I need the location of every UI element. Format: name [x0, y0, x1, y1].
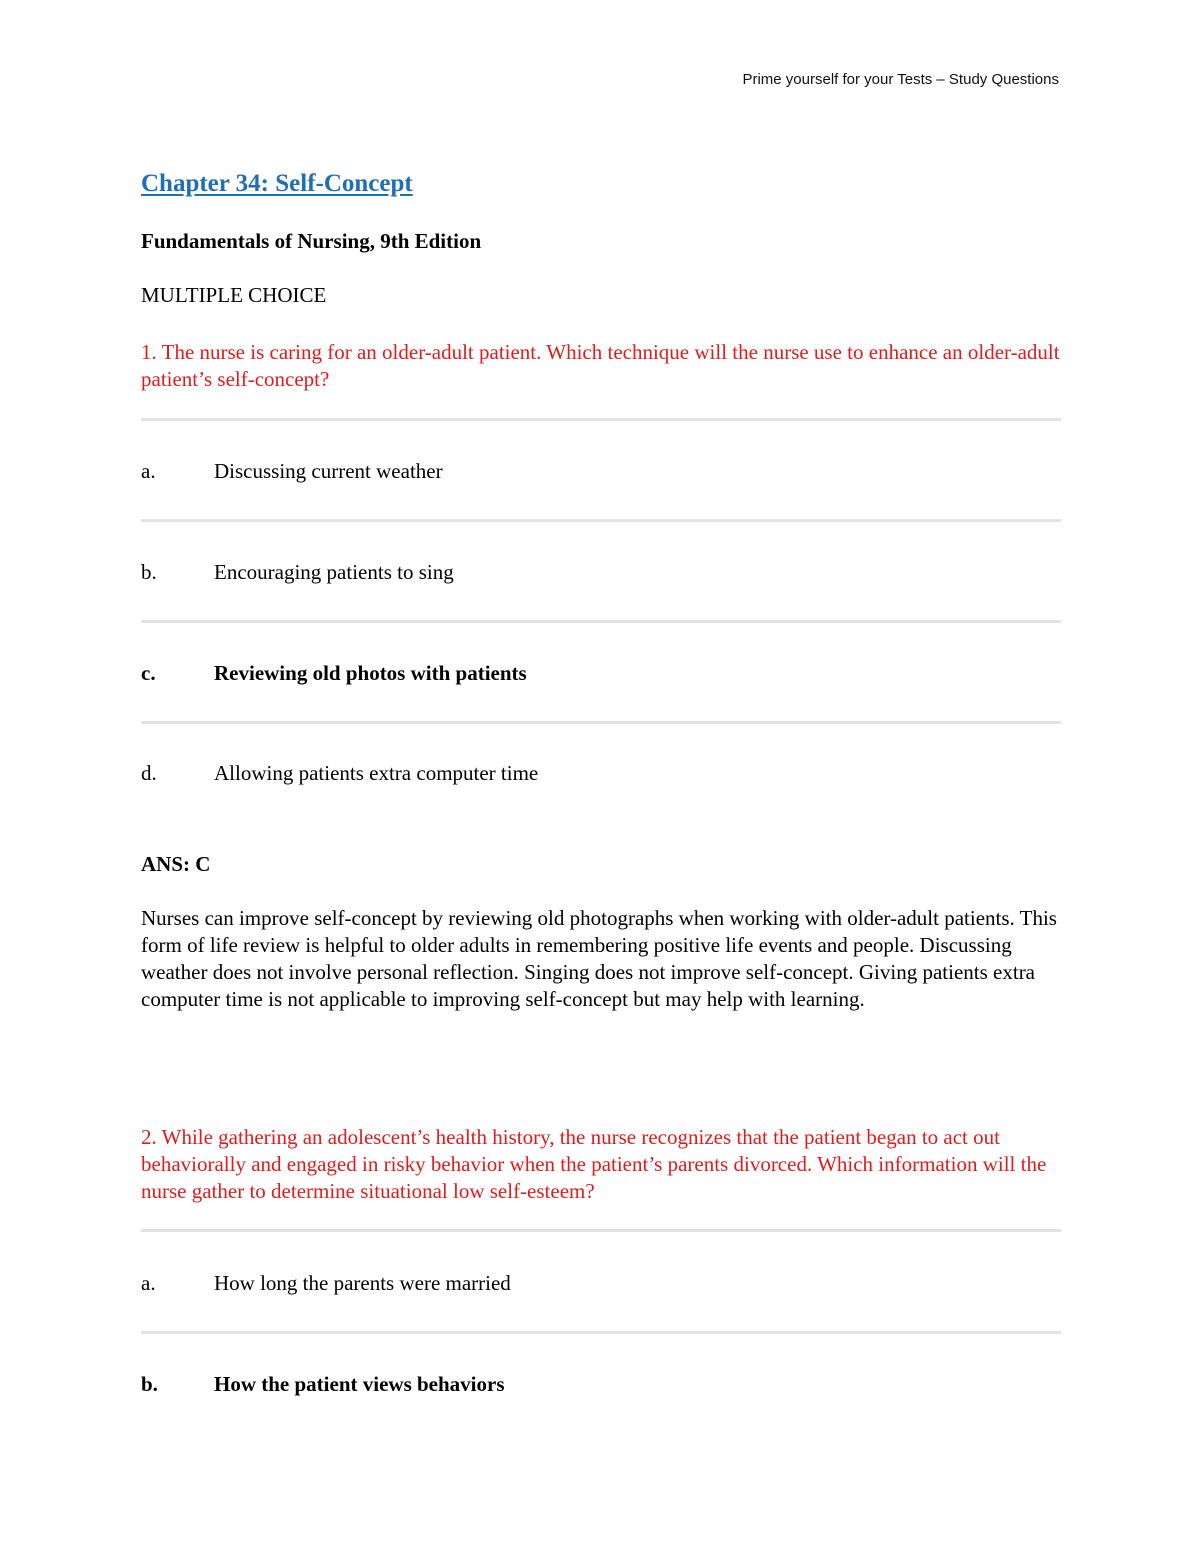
- answer-key: ANS: C: [141, 852, 211, 876]
- option-text: Encouraging patients to sing: [214, 560, 454, 584]
- question-2-stem: 2. While gathering an adolescent’s health history, the nurse recognizes that the patient began to act out behaviorally and engaged in risky behavior when the patient’s parents divorced. Which information will the nurse gather to determine situational low self-esteem?: [141, 1125, 1047, 1203]
- option-letter: d.: [141, 761, 157, 785]
- divider: [141, 418, 1061, 421]
- rationale-text: Nurses can improve self-concept by reviewing old photographs when working with older-adult patients. This form of life review is helpful to older adults in remembering positive life events and people. Discussing weather does not involve personal reflection. Singing does not improve self-concept. Giving patients extra computer time is not applicable to improving self-concept but may help with learning.: [141, 906, 1057, 1011]
- divider: [141, 1331, 1061, 1334]
- running-header: Prime yourself for your Tests – Study Questions: [742, 71, 1059, 88]
- option-letter: b.: [141, 560, 157, 584]
- divider: [141, 620, 1061, 623]
- option-letter: a.: [141, 1271, 156, 1295]
- option-text: How the patient views behaviors: [214, 1372, 505, 1396]
- chapter-title: Chapter 34: Self-Concept: [141, 170, 413, 197]
- option-text: Allowing patients extra computer time: [214, 761, 539, 785]
- option-letter: c.: [141, 661, 156, 685]
- divider: [141, 519, 1061, 522]
- divider: [141, 721, 1061, 724]
- option-letter: b.: [141, 1372, 158, 1396]
- section-label: MULTIPLE CHOICE: [141, 283, 327, 307]
- option-letter: a.: [141, 459, 156, 483]
- option-text: Discussing current weather: [214, 459, 443, 483]
- divider: [141, 1229, 1061, 1232]
- option-text: Reviewing old photos with patients: [214, 661, 527, 685]
- option-text: How long the parents were married: [214, 1271, 511, 1295]
- book-title: Fundamentals of Nursing, 9th Edition: [141, 229, 482, 253]
- question-1-stem: 1. The nurse is caring for an older-adult patient. Which technique will the nurse use to enhance an older-adult patient’s self-concept?: [141, 340, 1060, 391]
